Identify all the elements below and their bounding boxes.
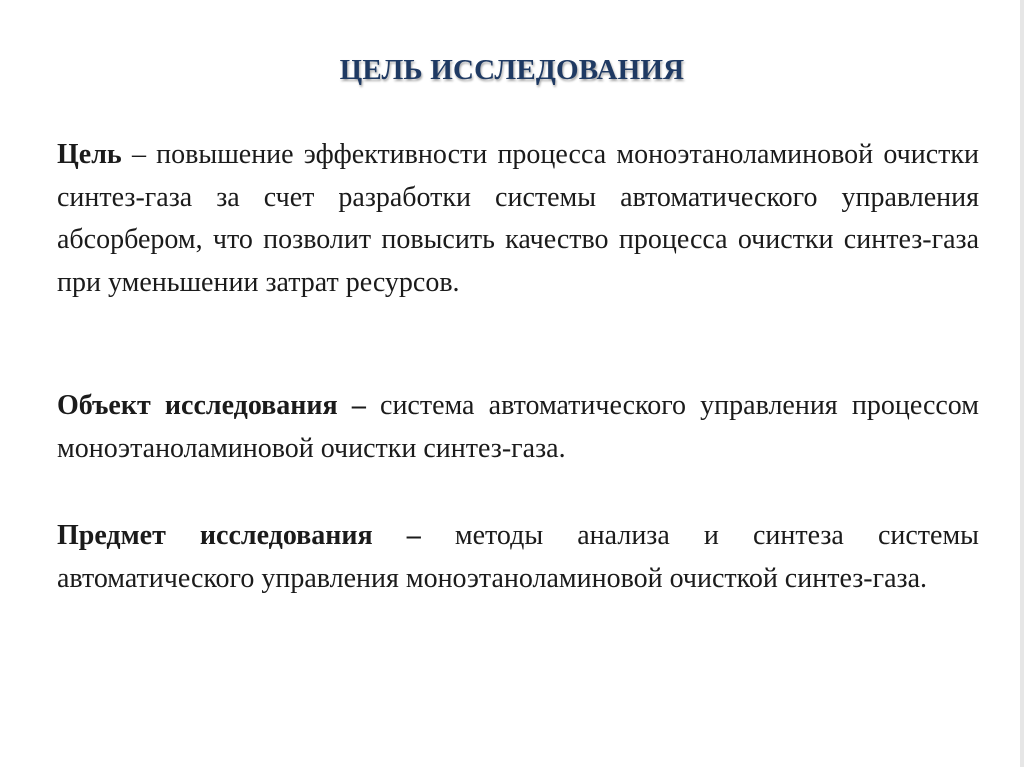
subject-text: методы анализа и синтеза системы автоматического управления моноэтаноламиновой очисткой синтез-газа. [57, 520, 979, 594]
goal-term: Цель [57, 139, 122, 170]
slide-edge [1020, 0, 1024, 767]
slide-title: ЦЕЛЬ ИССЛЕДОВАНИЯ [339, 54, 685, 86]
goal-paragraph [57, 134, 979, 304]
object-text: система автоматического управления процессом моноэтаноламиновой очистки синтез-газа. [57, 390, 979, 464]
object-term: Объект исследования – [57, 390, 366, 421]
subject-paragraph [57, 515, 979, 600]
subject-term: Предмет исследования – [57, 520, 421, 551]
goal-text: – повышение эффективности процесса моноэтаноламиновой очистки синтез-газа за счет разработки системы автоматического управления абсорбером, что позволит повысить качество процесса очистки синтез-газа при уменьшении затрат ресурсов. [57, 139, 979, 298]
object-paragraph [57, 385, 979, 470]
